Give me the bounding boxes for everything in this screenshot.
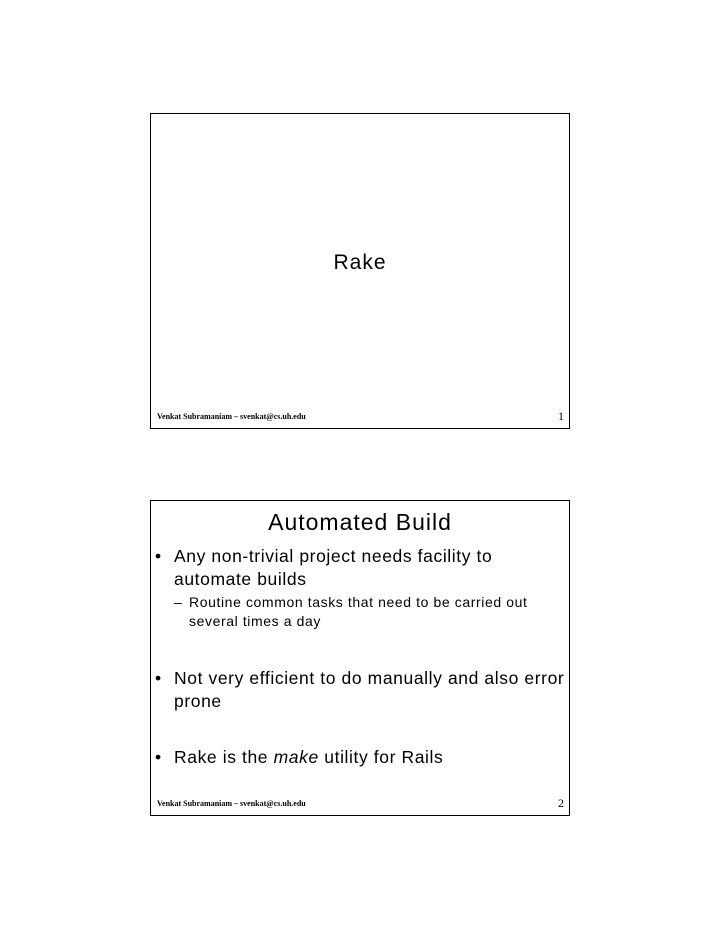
bullet-text-after: utility for Rails (318, 747, 444, 767)
slide-2 (150, 500, 570, 816)
slide-1 (150, 113, 570, 429)
sub-bullet-item (155, 593, 565, 631)
slide-title: Automated Build (268, 509, 452, 535)
bullet-icon: • (155, 546, 162, 566)
sub-bullet-text: Routine common tasks that need to be carried out several times a day (189, 594, 528, 629)
page-number: 2 (558, 796, 564, 810)
bullet-text: Any non-trivial project needs facility to automate builds (174, 546, 493, 589)
slide-footer: Venkat Subramaniam – svenkat@cs.uh.edu (157, 412, 306, 421)
bullet-text: Not very efficient to do manually and also error prone (174, 668, 565, 711)
bullet-list (155, 545, 565, 769)
bullet-item (155, 545, 565, 591)
dash-icon: – (174, 594, 183, 610)
bullet-text-before: Rake is the (174, 747, 274, 767)
bullet-item (155, 667, 565, 713)
bullet-item (155, 746, 565, 769)
bullet-icon: • (155, 668, 162, 688)
slide-footer: Venkat Subramaniam – svenkat@cs.uh.edu (157, 799, 306, 808)
bullet-text-emphasis: make (273, 747, 319, 767)
bullet-icon: • (155, 747, 162, 767)
page-number: 1 (558, 409, 564, 423)
slide-title: Rake (333, 251, 387, 274)
